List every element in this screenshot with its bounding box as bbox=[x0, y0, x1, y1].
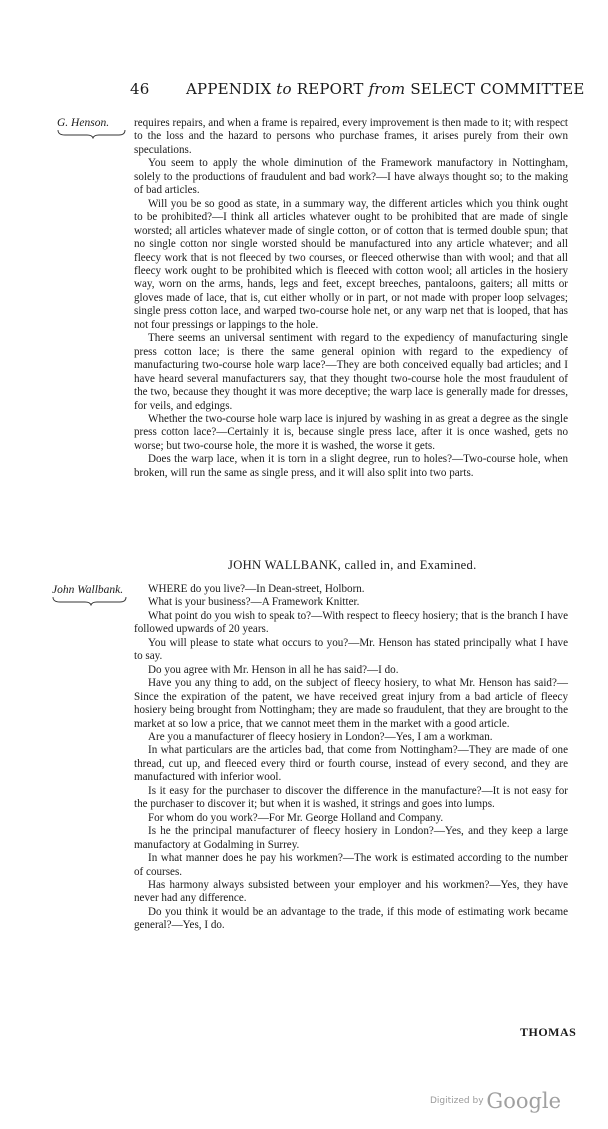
paragraph: What is your business?—A Framework Knitter. bbox=[148, 596, 360, 609]
paragraph: Do you agree with Mr. Henson in all he has said?—I do. bbox=[148, 663, 399, 676]
wallbank-testimony bbox=[134, 583, 568, 933]
paragraph: Is he the principal manufacturer of fleecy hosiery in London?—Yes, and they keep a large manufactory at Godalming in Surrey. bbox=[134, 825, 568, 851]
side-label-wallbank bbox=[52, 584, 128, 606]
paragraph: In what manner does he pay his workmen?—The work is estimated according to the number of courses. bbox=[134, 852, 568, 878]
paragraph: Will you be so good as state, in a summary way, the different articles which you think ought to be prohibited?—I think all articles whatever ought to be prohibited that are made of single worsted; all articles whatever made of single cotton, or of cotton that is termed double spun; that no single cotton nor single worsted should be manufactured into any article whatever; and all fleecy work that is not fleeced by two courses, or fleeced otherwise than with wool; and that all fleecy work ought to be prohibited which is fleeced with cotton wool; all articles in the hosiery way, worn on the arms, hands, legs and feet, except breeches, pantaloons, gaiters; all mitts or gloves made of lace, that is, cut either wholly or in part, or not made with proper loop selvages; single press cotton lace, and warped two-course hole net, or any warp net that is looped, that has not four pressings or lappings to the hole. bbox=[134, 197, 568, 331]
paragraph: requires repairs, and when a frame is repaired, every improvement is then made to it; with respect to the loss and the hazard to persons who purchase frames, it arises purely from their own speculations. bbox=[134, 117, 568, 156]
paragraph: You seem to apply the whole diminution of the Framework manufactory in Nottingham, solely to the productions of fraudulent and bad work?—I have always thought so; to the making of bad articles. bbox=[134, 157, 568, 197]
paragraph: Whether the two-course hole warp lace is injured by washing in as great a degree as the single press cotton lace?—Certainly it is, because single press lace, after it is once washed, gets no worse; but two-course hole, the more it is washed, the worse it gets. bbox=[134, 412, 568, 452]
paragraph: Have you any thing to add, on the subject of fleecy hosiery, to what Mr. Henson has said?—Since the expiration of the patent, we have received great injury from a bad article of fleecy hosiery being brought from Nottingham; they are made so fraudulent, that they are brought to the market at so low a price, that we cannot meet them in the market with a good article. bbox=[134, 677, 568, 730]
google-logo: Google bbox=[486, 1089, 562, 1113]
page-number: 46 bbox=[130, 80, 150, 98]
bracket-flourish-icon bbox=[52, 596, 128, 606]
paragraph: Has harmony always subsisted between your employer and his workmen?—Yes, they have never had any difference. bbox=[134, 878, 568, 905]
paragraph: Is it easy for the purchaser to discover the difference in the manufacture?—It is not easy for the purchaser to discover it; but when it is washed, it strings and goes into lumps. bbox=[134, 784, 568, 811]
paragraph: WHERE do you live?—In Dean-street, Holborn. bbox=[148, 583, 365, 595]
paragraph: What point do you wish to speak to?—With respect to fleecy hosiery; that is the branch I have followed upwards of 20 years. bbox=[134, 609, 568, 636]
bracket-flourish-icon bbox=[57, 129, 127, 139]
paragraph: For whom do you work?—For Mr. George Holland and Company. bbox=[148, 811, 444, 824]
henson-testimony bbox=[134, 117, 568, 480]
paragraph: You will please to state what occurs to you?—Mr. Henson has stated principally what I have to say. bbox=[134, 636, 568, 663]
side-label-text: John Wallbank. bbox=[52, 584, 124, 596]
paragraph: There seems an universal sentiment with regard to the expediency of manufacturing single press cotton lace; is there the same general opinion with regard to the expediency of manufacturing two-course hole warp lace?—They are both conceived equally bad articles; and I have heard several manufacturers say, that they thought two-course hole the most fraudulent of the two, because they thought it was more deceptive; the warp lace is generally made for dresses, for veils, and edgings. bbox=[134, 332, 568, 412]
paragraph: Does the warp lace, when it is torn in a slight degree, run to holes?—Two-course hole, when broken, will run the same as single press, and it will also split into two parts. bbox=[134, 453, 568, 479]
catchword: THOMAS bbox=[520, 1025, 577, 1039]
side-label-henson bbox=[57, 117, 127, 139]
page-title: APPENDIX to REPORT from SELECT COMMITTEE bbox=[186, 80, 585, 98]
watermark-prefix: Digitized by bbox=[430, 1096, 487, 1106]
digitized-watermark bbox=[430, 1089, 561, 1113]
paragraph: In what particulars are the articles bad, that come from Nottingham?—They are made of one thread, cut up, and fleeced every third or fourth course, instead of every second, and they are manufactured with inferior wool. bbox=[134, 744, 568, 784]
section-heading: JOHN WALLBANK, called in, and Examined. bbox=[228, 558, 477, 572]
side-label-text: G. Henson. bbox=[57, 117, 110, 129]
paragraph: Are you a manufacturer of fleecy hosiery in London?—Yes, I am a workman. bbox=[148, 730, 493, 743]
paragraph: Do you think it would be an advantage to the trade, if this mode of estimating work became general?—Yes, I do. bbox=[134, 905, 568, 932]
